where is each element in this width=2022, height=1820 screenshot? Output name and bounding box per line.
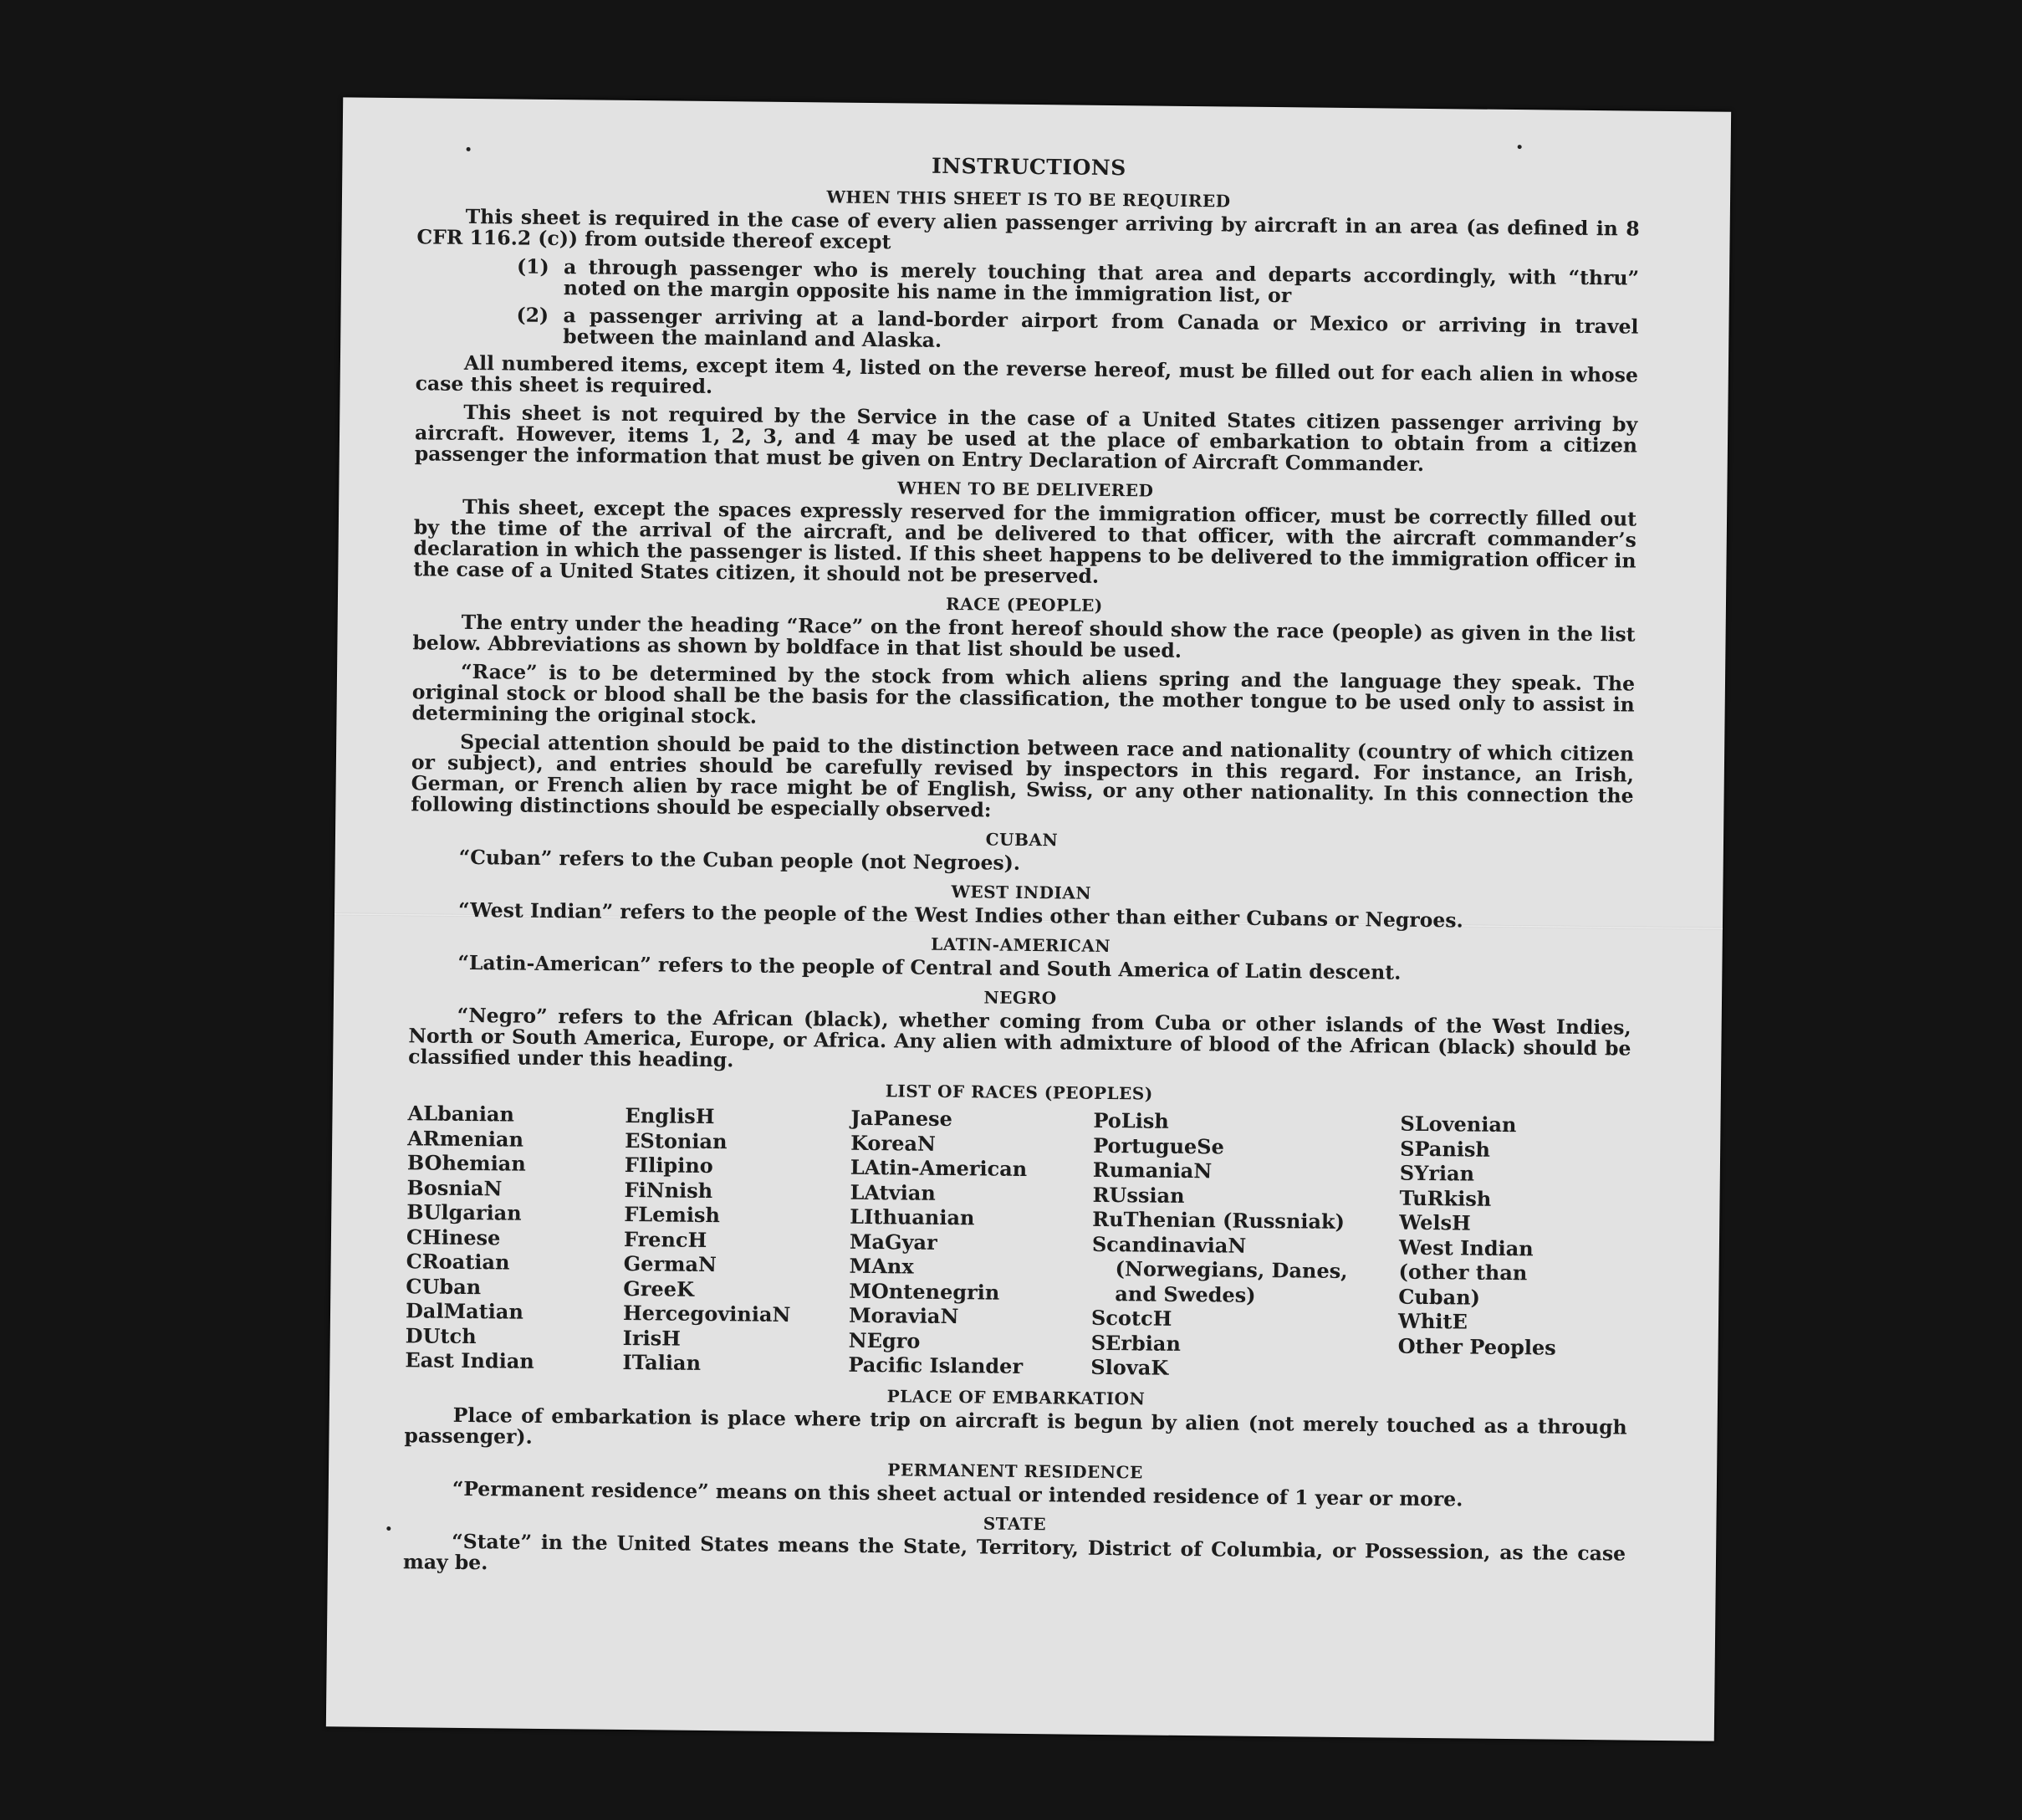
race-entry: EnglisH — [625, 1102, 715, 1129]
race-entry: HercegoviniaN — [622, 1300, 791, 1327]
heading-west-indian: WEST INDIAN — [951, 882, 1092, 903]
citizen-paragraph: This sheet is not required by the Service in the case of a United States citizen passenger arriving by aircraft. However, items 1, 2, 3, and 4 may be used at the place of embarkation to obtain from a citizen passenger the information that must be given on Entry Declaration of Aircraft Commander. — [414, 400, 1638, 476]
exception-item — [516, 305, 1638, 359]
exception-item — [516, 254, 1640, 310]
race-entry: FLemish — [624, 1201, 721, 1228]
race-entry: PortugueSe — [1093, 1132, 1225, 1158]
race-entry: SErbian — [1090, 1330, 1182, 1356]
page-title: INSTRUCTIONS — [931, 153, 1126, 181]
races-column — [848, 1106, 1093, 1380]
race-paragraph-1: The entry under the heading “Race” on the front hereof should show the race (people) as given in the list below. Abbreviations as shown by boldface in that list should be used. — [412, 610, 1636, 662]
heading-state: STATE — [983, 1512, 1047, 1534]
heading-latin-american: LATIN-AMERICAN — [931, 933, 1111, 957]
heading-permanent-residence: PERMANENT RESIDENCE — [887, 1459, 1143, 1482]
race-entry: FrencH — [623, 1226, 707, 1252]
race-entry: NEgro — [848, 1327, 921, 1353]
heading-cuban: CUBAN — [985, 829, 1059, 851]
race-entry: East Indian — [405, 1347, 534, 1373]
race-entry: FIlipino — [624, 1152, 713, 1178]
race-entry: IrisH — [622, 1325, 682, 1351]
races-column — [1397, 1112, 1596, 1385]
race-entry: SlovaK — [1090, 1354, 1169, 1380]
west-indian-text: “West Indian” refers to the people of the West Indies other than either Cubans or Negroes. — [457, 897, 1463, 933]
residence-text: “Permanent residence” means on this sheet actual or intended residence of 1 year or more. — [452, 1476, 1463, 1511]
race-entry: EStonian — [625, 1127, 728, 1153]
race-entry: Pacific Islander — [848, 1352, 1024, 1378]
race-entry: Other Peoples — [1397, 1333, 1556, 1360]
races-list — [405, 1101, 1630, 1385]
race-entry: SYrian — [1399, 1160, 1475, 1186]
race-entry: SPanish — [1400, 1136, 1491, 1162]
numbered-items-paragraph: All numbered items, except item 4, listed on the reverse hereof, must be filled out for each alien in whose case this sheet is required. — [415, 350, 1638, 399]
race-entry: GermaN — [623, 1250, 717, 1277]
race-entry: ScotcH — [1090, 1305, 1172, 1331]
race-paragraph-2: “Race” is to be determined by the stock from which aliens spring and the language they speak. The original stock or blood shall be the basis for the classification, the mother tongue to be used only to assist in determining the original stock. — [411, 659, 1636, 729]
heading-list-of-races: LIST OF RACES (PEOPLES) — [885, 1081, 1153, 1104]
heading-when-required: WHEN THIS SHEET IS TO BE REQUIRED — [826, 187, 1231, 212]
heading-embarkation: PLACE OF EMBARKATION — [886, 1385, 1146, 1408]
race-entry: CHinese — [406, 1224, 501, 1250]
race-entry: ARmenian — [407, 1125, 524, 1152]
races-column — [1090, 1108, 1365, 1383]
race-entry: ITalian — [622, 1349, 702, 1375]
cuban-text: “Cuban” refers to the Cuban people (not Negroes). — [458, 845, 1021, 875]
race-entry: TuRkish — [1399, 1185, 1492, 1211]
race-entry: CUban — [406, 1273, 482, 1299]
race-entry: ALbanian — [407, 1101, 515, 1127]
heading-negro: NEGRO — [983, 987, 1057, 1009]
item-number: (1) — [516, 254, 549, 279]
document-sheet — [326, 97, 1731, 1741]
latin-american-text: “Latin-American” refers to the people of Central and South America of Latin descent. — [457, 950, 1402, 984]
race-entry: LAtin-American — [850, 1154, 1028, 1181]
race-entry: BOhemian — [406, 1150, 526, 1176]
item-number: (2) — [516, 303, 549, 327]
race-entry: MaGyar — [849, 1229, 937, 1255]
race-entry: DalMatian — [405, 1298, 524, 1324]
race-entry: RumaniaN — [1092, 1157, 1213, 1184]
race-entry: West Indian (other than Cuban) — [1398, 1235, 1534, 1310]
when-required-intro: This sheet is required in the case of every alien passenger arriving by aircraft in an area (as defined in 8 CFR 116.2 (c)) from outside thereof except — [416, 204, 1640, 254]
race-entry: RuThenian (Russniak) — [1092, 1206, 1345, 1234]
embarkation-text: Place of embarkation is place where trip on aircraft is begun by alien (not merely touched as a through passenger). — [404, 1403, 1627, 1449]
speck — [1518, 145, 1522, 149]
race-entry: WelsH — [1399, 1209, 1471, 1235]
race-entry: LIthuanian — [850, 1204, 975, 1230]
race-entry: PoLish — [1093, 1107, 1170, 1133]
race-entry: CRoatian — [406, 1249, 510, 1275]
race-entry: BUlgarian — [406, 1199, 522, 1225]
race-entry: LAtvian — [850, 1179, 936, 1205]
speck — [386, 1526, 391, 1531]
race-entry: GreeK — [623, 1276, 695, 1301]
heading-when-delivered: WHEN TO BE DELIVERED — [897, 478, 1154, 501]
item-text: a passenger arriving at a land-border airport from Canada or Mexico or arriving in travel between the mainland and Alaska. — [563, 304, 1639, 352]
item-text: a through passenger who is merely touching that area and departs accordingly, with “thru” noted on the margin opposite his name in the immigration list, or — [563, 255, 1640, 308]
race-entry: MoraviaN — [848, 1302, 959, 1329]
races-column — [405, 1101, 625, 1374]
heading-race: RACE (PEOPLE) — [945, 593, 1103, 616]
race-paragraph-3: Special attention should be paid to the distinction between race and nationality (country of which citizen or subject), and entries should be carefully revised by inspectors in this regard. For instance, an Irish, German, or French alien by race might be of English, Swiss, or any other nationality. In this connection the following distinctions should be especially observed: — [411, 729, 1635, 822]
race-entry: MOntenegrin — [849, 1278, 1000, 1305]
race-entry: JaPanese — [850, 1105, 953, 1132]
race-entry: ScandinaviaN (Norwegians, Danes, and Swedes) — [1091, 1231, 1348, 1307]
race-entry: SLovenian — [1400, 1111, 1517, 1138]
instructions-content — [403, 148, 1641, 1592]
race-entry: WhitE — [1397, 1308, 1468, 1334]
race-entry: BosniaN — [406, 1174, 503, 1200]
state-text: “State” in the United States means the State, Territory, District of Columbia, or Possession, as the case may be. — [402, 1529, 1626, 1574]
race-entry: MAnx — [849, 1253, 914, 1279]
race-entry: DUtch — [405, 1322, 477, 1348]
race-entry: FiNnish — [624, 1177, 713, 1203]
when-delivered-text: This sheet, except the spaces expressly reserved for the immigration officer, must be correctly filled out by the time of the arrival of the aircraft, and be delivered to that officer, with the aircraft commander’s declaration in which the passenger is listed. If this sheet happens to be delivered to the immigration officer in the case of a United States citizen, it should not be preserved. — [413, 494, 1637, 588]
race-entry: KoreaN — [850, 1130, 937, 1156]
race-entry: RUssian — [1092, 1182, 1185, 1208]
races-column — [622, 1103, 850, 1377]
negro-text: “Negro” refers to the African (black), whether coming from Cuba or other islands of the West Indies, North or South America, Europe, or Africa. Any alien with admixture of blood of the African (black) should be classified under this heading. — [408, 1003, 1631, 1072]
